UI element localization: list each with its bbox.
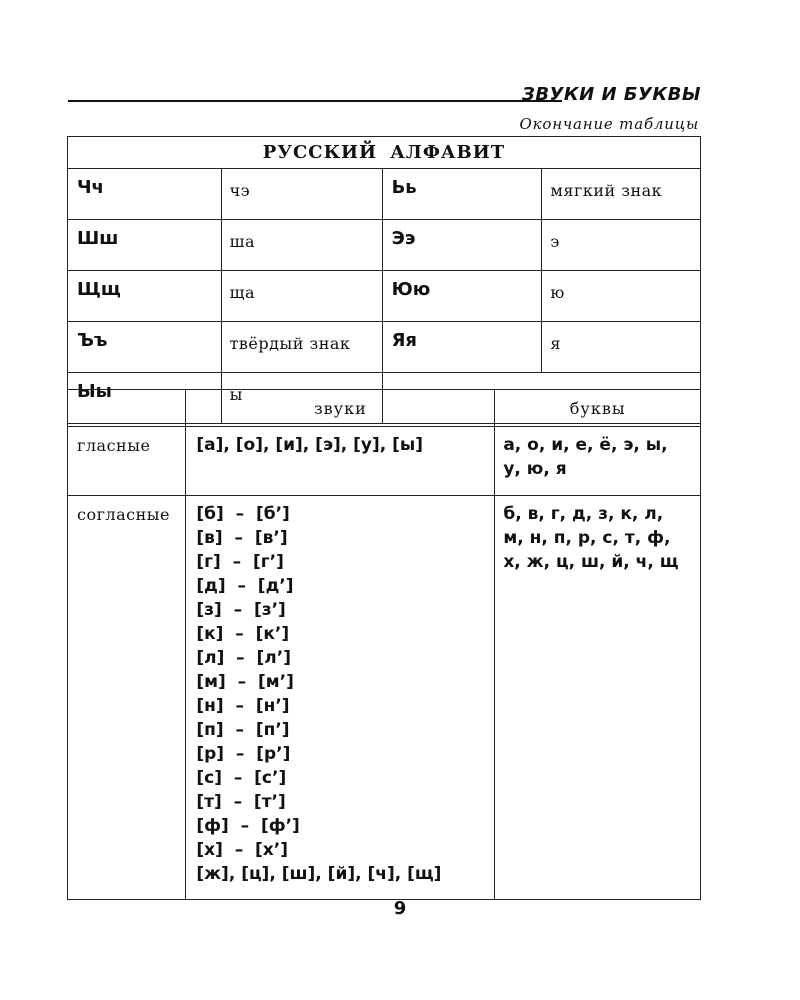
letter-name-cell: я <box>542 322 701 373</box>
continuation-note: Окончание таблицы <box>519 115 699 133</box>
alphabet-row <box>68 271 701 322</box>
letter-name-cell: ы <box>221 373 382 424</box>
sound-pair: [т] – [т’] <box>196 792 286 812</box>
section-title: ЗВУКИ И БУКВЫ <box>522 84 701 105</box>
letter-cell: Ыы <box>68 373 222 424</box>
sound-pair: [п] – [п’] <box>196 720 290 740</box>
sound-pair: [г] – [г’] <box>196 552 284 572</box>
vowel-sounds: [а], [о], [и], [э], [у], [ы] <box>186 427 495 496</box>
page-number: 9 <box>393 898 407 919</box>
sound-pair: [р] – [р’] <box>196 744 291 764</box>
letter-name-cell: чэ <box>221 169 382 220</box>
sound-pair: [ф] – [ф’] <box>196 816 300 836</box>
unpaired-sounds: [ж], [ц], [ш], [й], [ч], [щ] <box>196 864 442 884</box>
alphabet-row <box>68 322 701 373</box>
vowels-label: гласные <box>68 427 186 496</box>
letter-name-cell: ша <box>221 220 382 271</box>
consonant-letters-line: м, н, п, р, с, т, ф, <box>503 528 671 548</box>
letter-name-cell: ща <box>221 271 382 322</box>
letter-cell: Юю <box>382 271 542 322</box>
vowel-letters-line: у, ю, я <box>503 459 567 479</box>
header-rule <box>68 100 562 102</box>
consonant-letters-line: б, в, г, д, з, к, л, <box>503 504 664 524</box>
consonants-label: согласные <box>68 496 186 900</box>
sound-pair: [м] – [м’] <box>196 672 294 692</box>
alphabet-table-title: РУССКИЙ АЛФАВИТ <box>68 137 701 169</box>
header-letters: буквы <box>495 390 701 427</box>
letter-name-cell: твёрдый знак <box>221 322 382 373</box>
sounds-letters-table <box>67 389 701 900</box>
alphabet-row <box>68 169 701 220</box>
alphabet-table <box>67 136 701 424</box>
letter-cell: Ьь <box>382 169 542 220</box>
consonant-letters-line: х, ж, ц, ш, й, ч, щ <box>503 552 679 572</box>
letter-name-cell: ю <box>542 271 701 322</box>
sound-pair: [л] – [л’] <box>196 648 291 668</box>
sound-pair: [с] – [с’] <box>196 768 287 788</box>
letter-cell: Яя <box>382 322 542 373</box>
letter-cell: Ъъ <box>68 322 222 373</box>
vowel-letters <box>495 427 701 496</box>
sound-pair: [к] – [к’] <box>196 624 290 644</box>
sound-pair: [д] – [д’] <box>196 576 294 596</box>
header-sounds: звуки <box>186 390 495 427</box>
sound-pair: [н] – [н’] <box>196 696 290 716</box>
letter-name-cell: э <box>542 220 701 271</box>
letter-cell: Шш <box>68 220 222 271</box>
consonant-letters <box>495 496 701 900</box>
sound-pair: [з] – [з’] <box>196 600 286 620</box>
letter-cell: Щщ <box>68 271 222 322</box>
consonants-row <box>68 496 701 900</box>
consonant-sounds <box>186 496 495 900</box>
sound-pair: [б] – [б’] <box>196 504 290 524</box>
header-empty-cell <box>68 390 186 427</box>
vowel-letters-line: а, о, и, е, ё, э, ы, <box>503 435 668 455</box>
vowels-row <box>68 427 701 496</box>
alphabet-row <box>68 220 701 271</box>
letter-cell: Ээ <box>382 220 542 271</box>
sound-pair: [х] – [х’] <box>196 840 288 860</box>
sound-pair: [в] – [в’] <box>196 528 288 548</box>
letter-cell: Чч <box>68 169 222 220</box>
letter-name-cell: мягкий знак <box>542 169 701 220</box>
